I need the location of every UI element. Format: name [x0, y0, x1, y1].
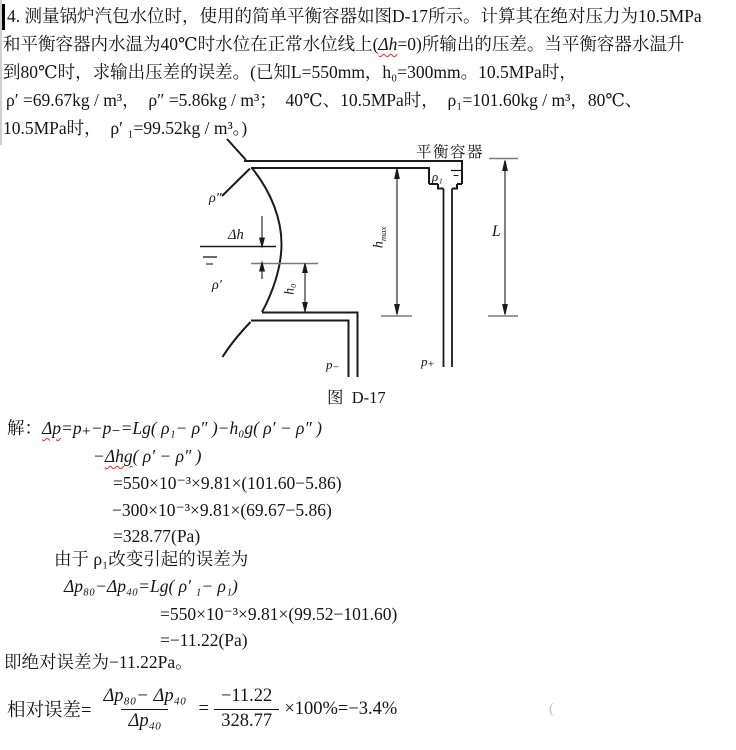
hmax-dimension-label [371, 227, 388, 248]
L-dimension-label: L [492, 223, 501, 240]
text-cursor-bar [2, 4, 5, 30]
problem-line-3: 到80℃时，求输出压差的误差。(已知L=550mm，h₀=300mm。10.5MPa时， [3, 62, 577, 82]
solution-eq-2 [93, 446, 201, 468]
solution-eq-1 [42, 418, 322, 440]
h0-dimension-label: h₀ [281, 283, 297, 295]
solution-eq-2-rest: ( ρ′ − ρ″ ) [132, 446, 202, 466]
figure-d17-diagram [190, 130, 620, 415]
figure-title: 平衡容器 [416, 144, 485, 161]
pressure-tap-plus-label: p₊ [421, 354, 435, 369]
h0-down-arrowhead [303, 303, 307, 312]
dh-down-arrowhead [260, 238, 265, 247]
relative-error-prefix: 相对误差= [7, 701, 92, 721]
solution-eq-2-minus: − [93, 446, 105, 466]
drum-wall-upper-diagonal [227, 139, 246, 160]
L-up-arrowhead [503, 161, 507, 171]
fraction-1-denominator: Δp₄₀ [121, 709, 168, 732]
solution-text-1: 由于 ρ₁改变引起的误差为 [54, 549, 249, 569]
hmax-sub: max [378, 226, 389, 242]
L-down-arrowhead [503, 305, 507, 315]
steam-density-label: ρ″ [209, 191, 222, 206]
relative-error-result: ×100%=−3.4% [284, 698, 398, 719]
delta-h-label: Δh [228, 227, 244, 243]
plus-impulse-pipe [444, 189, 453, 368]
container-density-label: ρ₁ [432, 169, 443, 184]
fraction-values [214, 686, 279, 732]
solution-eq-2-dhg: Δhg [104, 446, 133, 466]
water-level-marks [200, 171, 462, 265]
problem-line-2 [3, 34, 684, 56]
fraction-2-denominator: 328.77 [214, 709, 279, 732]
drum-and-pipes [222, 139, 462, 377]
drum-arc [252, 168, 282, 312]
water-density-label: ρ′ [212, 278, 222, 293]
pressure-tap-minus-label: p₋ [326, 357, 340, 372]
hmax-base: h [371, 241, 387, 249]
problem-line-1: 4. 测量锅炉汽包水位时，使用的简单平衡容器如图D-17所示。计算其在绝对压力为10.5MPa [7, 6, 702, 26]
solution-jie: 解： [7, 418, 42, 438]
solution-eq-3: =550×10⁻³×9.81×(101.60−5.86) [113, 473, 342, 493]
fraction-dp-symbols [96, 686, 193, 732]
fraction-1-numerator: Δp₈₀− Δp₄₀ [103, 686, 187, 706]
problem-line-2a: 和平衡容器内水温为40℃时水位在正常水位线上( [3, 34, 379, 54]
water-pipe-top-line [262, 313, 358, 378]
problem-line-4: ρ′ =69.67kg / m³， ρ″ =5.86kg / m³； 40℃、10.5MPa时， ρ₁=101.60kg / m³，80℃、 [6, 90, 643, 110]
relative-error-equation [7, 686, 397, 732]
fraction-2-numerator: −11.22 [220, 686, 273, 706]
relative-error-equals: = [198, 698, 209, 719]
steam-pipe-bottom-line [251, 168, 429, 184]
h0-up-arrowhead [303, 264, 307, 273]
solution-text-2: 即绝对误差为−11.22Pa。 [4, 652, 193, 672]
figure-caption: 图 D-17 [327, 388, 386, 407]
hmax-down-arrowhead [395, 305, 399, 315]
problem-line-2-dh: Δh [378, 34, 398, 54]
solution-eq-7: =550×10⁻³×9.81×(99.52−101.60) [160, 604, 398, 624]
drum-wall-mid-diagonal [222, 169, 250, 197]
scan-artifact-mark: ( [549, 701, 554, 717]
problem-line-2c: =0)所输出的压差。当平衡容器水温升 [397, 34, 685, 54]
solution-eq-6: Δp₈₀−Δp₄₀=Lg( ρ′ ₁− ρ₁) [64, 576, 238, 596]
hmax-up-arrowhead [395, 169, 399, 179]
solution-eq-5: =328.77(Pa) [113, 526, 201, 546]
solution-eq-4: −300×10⁻³×9.81×(69.67−5.86) [112, 500, 332, 520]
drum-wall-lower-diagonal [223, 322, 251, 357]
solution-eq-8: =−11.22(Pa) [160, 630, 248, 650]
solution-eq-1-rest: =p₊−p₋=Lg( ρ₁− ρ″ )−h₀g( ρ′ − ρ″ ) [61, 418, 322, 438]
problem-line-5: 10.5MPa时， ρ′ ₁=99.52kg / m³。) [3, 118, 248, 138]
solution-eq-1-dp: Δp [42, 418, 62, 438]
